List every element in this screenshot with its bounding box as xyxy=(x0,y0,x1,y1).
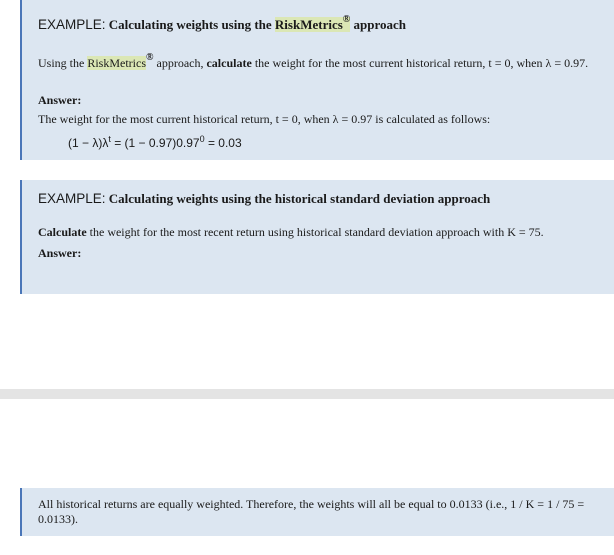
answer-label: Answer: xyxy=(38,246,82,260)
question-mid: approach, xyxy=(156,56,204,70)
heading-text: Calculating weights using the historical standard deviation approach xyxy=(108,191,491,206)
question-end: the weight for the most current historical return, t = 0, when λ = 0.97. xyxy=(254,56,589,70)
weight-formula xyxy=(68,136,242,150)
example-box-historical-sd xyxy=(20,180,614,294)
example-heading xyxy=(38,191,490,207)
example-label: EXAMPLE: xyxy=(38,191,106,206)
formula-result: = 0.03 xyxy=(204,136,242,150)
heading-text: Calculating weights using the xyxy=(108,17,272,32)
page-break-divider xyxy=(0,389,614,399)
answer-continuation-box xyxy=(20,488,614,536)
example-box-riskmetrics xyxy=(20,0,614,160)
formula-part: = (1 − 0.97)0.97 xyxy=(110,136,200,150)
registered-mark: ® xyxy=(146,52,154,63)
bold-keyword: calculate xyxy=(206,56,252,70)
bold-keyword: Calculate xyxy=(38,225,87,239)
answer-text: The weight for the most current historical return, t = 0, when λ = 0.97 is calculated as follows: xyxy=(38,112,491,126)
highlighted-term xyxy=(274,14,351,32)
heading-text-end: approach xyxy=(353,17,407,32)
answer-continued-text: All historical returns are equally weighted. Therefore, the weights will all be equal to 0.0133 (i.e., 1 / K = 1 / 75 = 0.0133). xyxy=(38,497,585,526)
formula-exponent: 0 xyxy=(199,134,205,144)
formula-part: (1 − λ)λ xyxy=(68,136,109,150)
question-end: the weight for the most recent return using historical standard deviation approach with K = 75. xyxy=(89,225,544,239)
highlighted-term-text: RiskMetrics xyxy=(274,17,343,32)
highlighted-term: RiskMetrics xyxy=(87,56,147,70)
example-heading xyxy=(38,14,407,33)
registered-mark: ® xyxy=(342,14,351,25)
question-text xyxy=(38,225,608,240)
question-start: Using the xyxy=(38,56,85,70)
question-text xyxy=(38,52,608,71)
example-label: EXAMPLE: xyxy=(38,17,106,32)
answer-label: Answer: xyxy=(38,93,82,107)
formula-exponent: t xyxy=(108,134,111,144)
